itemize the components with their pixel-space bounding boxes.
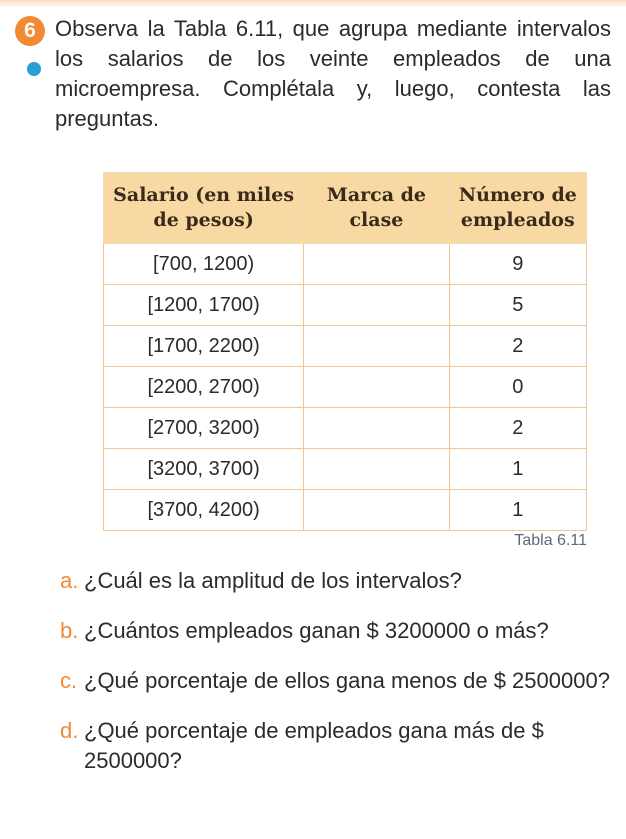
question-letter: c. xyxy=(60,668,78,693)
count-cell: 2 xyxy=(449,326,586,367)
table-header-row xyxy=(104,173,587,244)
count-cell: 0 xyxy=(449,367,586,408)
table-row xyxy=(104,367,587,408)
table-row xyxy=(104,244,587,285)
class-mark-cell[interactable] xyxy=(304,326,449,367)
salary-table xyxy=(103,172,587,531)
interval-cell: [1700, 2200) xyxy=(104,326,304,367)
question-list xyxy=(60,566,610,796)
header-class-mark: Marca de clase xyxy=(304,173,449,244)
interval-cell: [2700, 3200) xyxy=(104,408,304,449)
question-letter: b. xyxy=(60,618,79,643)
interval-cell: [2200, 2700) xyxy=(104,367,304,408)
count-cell: 1 xyxy=(449,490,586,531)
class-mark-cell[interactable] xyxy=(304,244,449,285)
question-letter: a. xyxy=(60,568,79,593)
interval-cell: [1200, 1700) xyxy=(104,285,304,326)
class-mark-cell[interactable] xyxy=(304,449,449,490)
question-item xyxy=(60,566,610,596)
exercise-number-badge: 6 xyxy=(15,16,45,46)
class-mark-cell[interactable] xyxy=(304,490,449,531)
table-caption: Tabla 6.11 xyxy=(514,532,587,549)
table-row xyxy=(104,490,587,531)
question-text: ¿Qué porcentaje de ellos gana menos de $ 2500000? xyxy=(84,668,610,693)
table-row xyxy=(104,285,587,326)
interval-cell: [700, 1200) xyxy=(104,244,304,285)
class-mark-cell[interactable] xyxy=(304,367,449,408)
header-salary: Salario (en miles de pesos) xyxy=(104,173,304,244)
count-cell: 5 xyxy=(449,285,586,326)
question-text: ¿Qué porcentaje de empleados gana más de $ 2500000? xyxy=(84,718,544,773)
interval-cell: [3200, 3700) xyxy=(104,449,304,490)
header-employee-count: Número de empleados xyxy=(449,173,586,244)
count-cell: 9 xyxy=(449,244,586,285)
table-row xyxy=(104,326,587,367)
question-text: ¿Cuántos empleados ganan $ 3200000 o más? xyxy=(84,618,549,643)
bullet-dot-icon xyxy=(27,62,41,76)
question-text: ¿Cuál es la amplitud de los intervalos? xyxy=(84,568,462,593)
interval-cell: [3700, 4200) xyxy=(104,490,304,531)
question-item xyxy=(60,666,610,696)
question-item xyxy=(60,616,610,646)
question-item xyxy=(60,716,610,776)
count-cell: 2 xyxy=(449,408,586,449)
table-row xyxy=(104,408,587,449)
top-decorative-strip xyxy=(0,0,626,8)
class-mark-cell[interactable] xyxy=(304,408,449,449)
question-letter: d. xyxy=(60,718,79,743)
class-mark-cell[interactable] xyxy=(304,285,449,326)
exercise-statement: Observa la Tabla 6.11, que agrupa mediante intervalos los salarios de los veinte empleados de una microempresa. Complétala y, luego, contesta las preguntas. xyxy=(55,16,611,131)
table-row xyxy=(104,449,587,490)
count-cell: 1 xyxy=(449,449,586,490)
